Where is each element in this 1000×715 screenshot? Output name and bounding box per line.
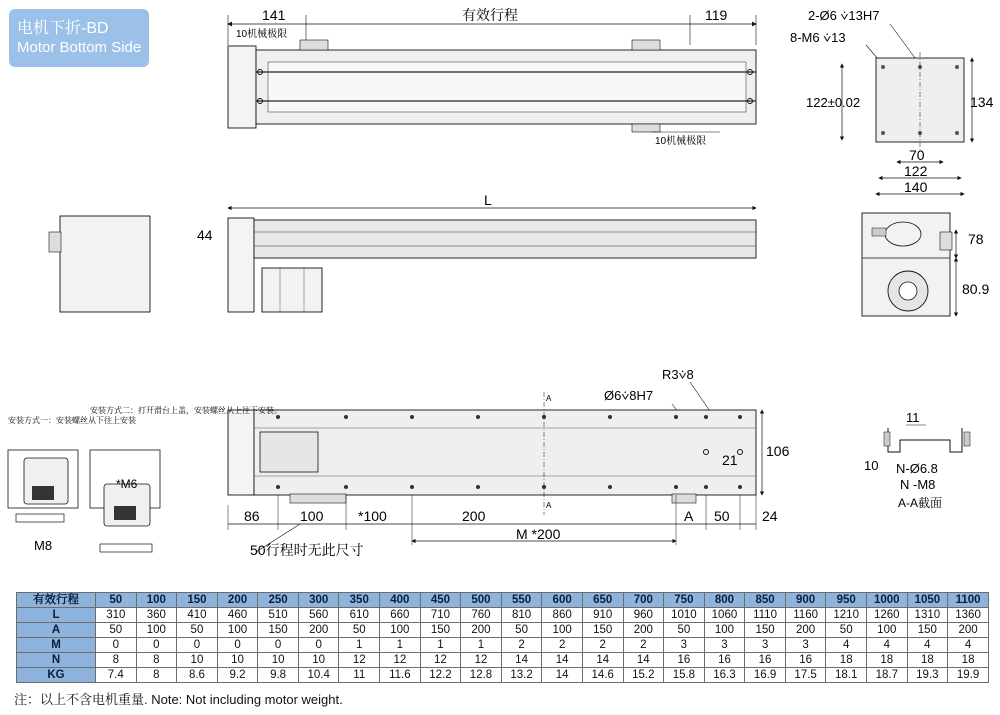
table-cell: 9.8	[258, 668, 299, 683]
table-cell: 50	[826, 623, 867, 638]
note-50-stroke: 50行程时无此尺寸	[250, 542, 364, 558]
table-cell: 1	[339, 638, 380, 653]
table-cell: 2	[542, 638, 583, 653]
table-cell: 360	[136, 608, 177, 623]
table-cell: 410	[177, 608, 218, 623]
table-cell: 510	[258, 608, 299, 623]
table-cell: 2	[501, 638, 542, 653]
table-cell: 960	[623, 608, 664, 623]
table-cell: 18	[948, 653, 989, 668]
table-cell: 810	[501, 608, 542, 623]
dim-122: 122	[904, 163, 928, 179]
dim-140: 140	[904, 179, 928, 195]
col-header: 100	[136, 593, 177, 608]
table-cell: 200	[461, 623, 502, 638]
table-cell: 4	[907, 638, 948, 653]
label-M6: *M6	[116, 477, 138, 491]
table-cell: 3	[664, 638, 705, 653]
label-N-6-8: N-Ø6.8	[896, 461, 938, 476]
table-cell: 1	[461, 638, 502, 653]
table-cell: 0	[96, 638, 137, 653]
table-cell: 7.4	[96, 668, 137, 683]
label-N-M8: N -M8	[900, 477, 936, 492]
table-cell: 14	[623, 653, 664, 668]
table-cell: 16.9	[745, 668, 786, 683]
table-cell: 1010	[664, 608, 705, 623]
col-header: 50	[96, 593, 137, 608]
table-cell: 14	[542, 668, 583, 683]
table-cell: 10	[298, 653, 339, 668]
table-cell: 11	[339, 668, 380, 683]
hole-spec-2: 8-M6 ⩒13	[790, 30, 846, 45]
install-method-1: 安装方式一：安装螺丝从下往上安装	[8, 416, 136, 425]
table-cell: 1210	[826, 608, 867, 623]
col-header: 500	[461, 593, 502, 608]
limit-label-top: 10机械极限	[236, 29, 288, 40]
table-cell: 0	[258, 638, 299, 653]
table-cell: 150	[582, 623, 623, 638]
col-header: 1000	[866, 593, 907, 608]
table-cell: 9.2	[217, 668, 258, 683]
col-header: 150	[177, 593, 218, 608]
dim-50: 50	[714, 508, 730, 524]
table-cell: 50	[339, 623, 380, 638]
dim-10: 10	[864, 458, 879, 473]
table-cell: 200	[623, 623, 664, 638]
table-cell: 150	[907, 623, 948, 638]
dim-200: 200	[462, 508, 486, 524]
col-header: 850	[745, 593, 786, 608]
table-cell: 10.4	[298, 668, 339, 683]
table-body	[17, 608, 989, 683]
table-cell: 0	[217, 638, 258, 653]
dim-78: 78	[968, 231, 984, 247]
table-cell: 1260	[866, 608, 907, 623]
table-cell: 2	[623, 638, 664, 653]
table-cell: 1	[380, 638, 421, 653]
table-cell: 50	[664, 623, 705, 638]
top-view	[228, 7, 756, 147]
table-cell: 1060	[704, 608, 745, 623]
row-label: A	[17, 623, 96, 638]
table-cell: 18	[907, 653, 948, 668]
hole-d6: Ø6⩒8H7	[604, 388, 654, 403]
table-cell: 2	[582, 638, 623, 653]
dim-122-tol: 122±0.02	[806, 95, 861, 110]
table-cell: 8	[96, 653, 137, 668]
table-cell: 10	[258, 653, 299, 668]
table-cell: 50	[501, 623, 542, 638]
dim-24: 24	[762, 508, 778, 524]
rail-bottom	[254, 410, 756, 495]
label-M8: M8	[34, 538, 53, 553]
dim-119: 119	[705, 7, 728, 23]
dim-11: 11	[906, 410, 920, 425]
table-cell: 8	[136, 653, 177, 668]
marker-A-top: A	[546, 394, 552, 403]
table-cell: 12	[461, 653, 502, 668]
table-cell: 8.6	[177, 668, 218, 683]
end-view-top	[790, 8, 994, 195]
table-cell: 4	[948, 638, 989, 653]
table-cell: 10	[217, 653, 258, 668]
col-header: 550	[501, 593, 542, 608]
table-cell: 14.6	[582, 668, 623, 683]
table-cell: 460	[217, 608, 258, 623]
section-title: A-A截面	[898, 496, 943, 510]
col-header: 700	[623, 593, 664, 608]
table-cell: 14	[582, 653, 623, 668]
table-cell: 10	[177, 653, 218, 668]
table-cell: 50	[96, 623, 137, 638]
table-cell: 200	[785, 623, 826, 638]
hole-spec-1: 2-Ø6 ⩒13H7	[808, 8, 880, 23]
table-cell: 12	[420, 653, 461, 668]
table-cell: 100	[866, 623, 907, 638]
col-header: 350	[339, 593, 380, 608]
table-cell: 3	[785, 638, 826, 653]
table-row	[17, 608, 989, 623]
table-cell: 14	[542, 653, 583, 668]
table-cell: 100	[136, 623, 177, 638]
table-cell: 16.3	[704, 668, 745, 683]
table-cell: 12.8	[461, 668, 502, 683]
table-cell: 15.8	[664, 668, 705, 683]
table-cell: 1	[420, 638, 461, 653]
table-cell: 0	[136, 638, 177, 653]
table-cell: 1110	[745, 608, 786, 623]
table-cell: 4	[866, 638, 907, 653]
table-cell: 3	[704, 638, 745, 653]
motor-end-left	[60, 216, 150, 312]
table-cell: 760	[461, 608, 502, 623]
table-row	[17, 638, 989, 653]
footnote: 注：以上不含电机重量. Note: Not including motor weight.	[14, 692, 343, 707]
dim-A: A	[684, 508, 694, 524]
table-cell: 16	[745, 653, 786, 668]
table-cell: 8	[136, 668, 177, 683]
col-header: 800	[704, 593, 745, 608]
table-cell: 910	[582, 608, 623, 623]
table-header-row	[17, 593, 989, 608]
table-cell: 100	[380, 623, 421, 638]
table-cell: 310	[96, 608, 137, 623]
dim-M200: M *200	[516, 526, 561, 542]
col-header: 1100	[948, 593, 989, 608]
dim-141: 141	[262, 7, 286, 23]
dim-L: L	[484, 192, 492, 208]
table-cell: 18.7	[866, 668, 907, 683]
col-header: 650	[582, 593, 623, 608]
spec-table	[16, 592, 989, 683]
table-cell: 1310	[907, 608, 948, 623]
end-view-motor	[862, 213, 989, 316]
row-label: L	[17, 608, 96, 623]
table-cell: 200	[298, 623, 339, 638]
table-cell: 15.2	[623, 668, 664, 683]
table-cell: 1360	[948, 608, 989, 623]
col-header: 900	[785, 593, 826, 608]
table-cell: 200	[948, 623, 989, 638]
table-cell: 12	[380, 653, 421, 668]
row-label: N	[17, 653, 96, 668]
table-cell: 100	[704, 623, 745, 638]
table-cell: 660	[380, 608, 421, 623]
table-cell: 14	[501, 653, 542, 668]
col-header: 200	[217, 593, 258, 608]
col-header-stroke-label: 有效行程	[17, 593, 96, 608]
table-cell: 16	[664, 653, 705, 668]
table-cell: 560	[298, 608, 339, 623]
bottom-view	[228, 367, 790, 558]
table-cell: 11.6	[380, 668, 421, 683]
table-cell: 19.3	[907, 668, 948, 683]
table-cell: 12.2	[420, 668, 461, 683]
table-cell: 150	[420, 623, 461, 638]
table-cell: 18.1	[826, 668, 867, 683]
table-cell: 18	[826, 653, 867, 668]
dim-100: 100	[300, 508, 324, 524]
table-cell: 16	[785, 653, 826, 668]
motor-block-top	[228, 46, 256, 128]
section-view	[864, 410, 970, 510]
table-cell: 100	[542, 623, 583, 638]
dim-44: 44	[197, 227, 213, 243]
col-header: 250	[258, 593, 299, 608]
table-cell: 860	[542, 608, 583, 623]
badge-subtitle: Motor Bottom Side	[17, 39, 142, 56]
table-cell: 610	[339, 608, 380, 623]
dim-80-9: 80.9	[962, 281, 990, 297]
dim-86: 86	[244, 508, 260, 524]
table-cell: 18	[866, 653, 907, 668]
dim-134: 134	[970, 94, 994, 110]
table-cell: 16	[704, 653, 745, 668]
table-cell: 150	[258, 623, 299, 638]
col-header: 750	[664, 593, 705, 608]
limit-label-bottom: 10机械极限	[655, 136, 707, 147]
col-header: 1050	[907, 593, 948, 608]
table-cell: 0	[177, 638, 218, 653]
dim-70: 70	[909, 147, 925, 163]
row-label: M	[17, 638, 96, 653]
table-cell: 710	[420, 608, 461, 623]
col-header: 600	[542, 593, 583, 608]
dim-106: 106	[766, 443, 790, 459]
hole-r3: R3⩒8	[662, 367, 694, 382]
table-cell: 1160	[785, 608, 826, 623]
table-cell: 150	[745, 623, 786, 638]
table-cell: 50	[177, 623, 218, 638]
row-label: KG	[17, 668, 96, 683]
table-row	[17, 623, 989, 638]
table-cell: 3	[745, 638, 786, 653]
col-header: 450	[420, 593, 461, 608]
marker-A-bottom: A	[546, 501, 552, 510]
col-header: 300	[298, 593, 339, 608]
table-cell: 17.5	[785, 668, 826, 683]
table-cell: 19.9	[948, 668, 989, 683]
dim-star-100: *100	[358, 508, 387, 524]
table-cell: 12	[339, 653, 380, 668]
install-method-2: 安装方式二：打开滑台上盖，安装螺丝从上往下安装。	[90, 406, 282, 415]
table-cell: 0	[298, 638, 339, 653]
dim-21: 21	[722, 452, 738, 468]
table-cell: 13.2	[501, 668, 542, 683]
table-row	[17, 653, 989, 668]
rail-side	[254, 220, 756, 258]
motor-side	[262, 268, 322, 312]
badge-title: 电机下折-BD	[17, 20, 109, 37]
table-cell: 100	[217, 623, 258, 638]
col-header: 400	[380, 593, 421, 608]
side-view	[49, 192, 756, 312]
col-header: 950	[826, 593, 867, 608]
dim-effective-stroke: 有效行程	[462, 7, 518, 23]
table-cell: 4	[826, 638, 867, 653]
table-row	[17, 668, 989, 683]
